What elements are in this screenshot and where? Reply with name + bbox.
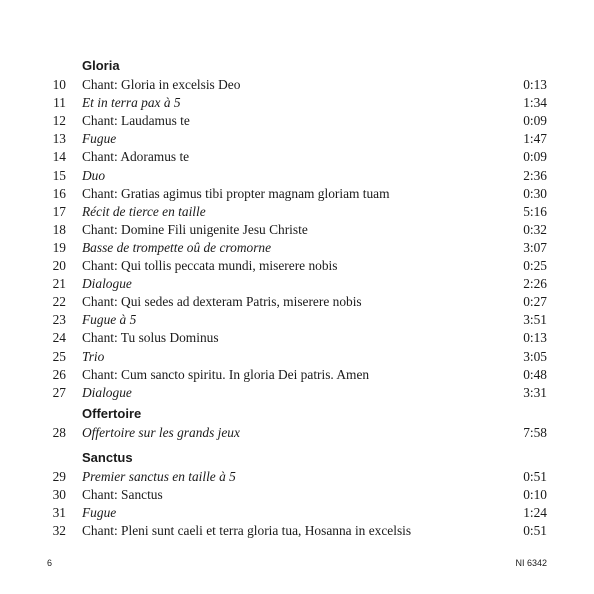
track-row (0, 148, 594, 166)
track-title: Chant: Gratias agimus tibi propter magnam gloriam tuam (82, 185, 390, 201)
track-title: Chant: Domine Fili unigenite Jesu Christe (82, 221, 308, 237)
track-duration: 3:05 (523, 348, 547, 364)
track-title: Chant: Sanctus (82, 487, 163, 503)
track-title: Chant: Pleni sunt caeli et terra gloria tua, Hosanna in excelsis (82, 523, 412, 539)
track-number: 15 (52, 167, 66, 183)
track-title: Offertoire sur les grands jeux (82, 425, 240, 440)
track-title: Chant: Tu solus Dominus (82, 330, 219, 346)
track-duration: 0:51 (523, 469, 547, 484)
track-number: 14 (52, 149, 66, 165)
track-duration: 0:10 (523, 487, 547, 503)
page-number: 6 (47, 558, 53, 568)
track-row (0, 293, 594, 311)
track-number: 32 (52, 523, 66, 539)
track-number: 18 (52, 221, 66, 237)
track-duration: 1:34 (523, 95, 547, 111)
track-number: 24 (52, 330, 66, 346)
track-row (0, 311, 594, 329)
track-row (0, 94, 594, 112)
track-row (0, 112, 594, 130)
track-number: 29 (52, 469, 66, 484)
track-row (0, 348, 594, 366)
track-row (0, 257, 594, 275)
track-row (0, 185, 594, 203)
track-title: Chant: Laudamus te (82, 113, 190, 129)
track-duration: 0:13 (523, 77, 547, 92)
track-title: Chant: Qui tollis peccata mundi, miserere nobis (82, 258, 338, 273)
track-row (0, 221, 594, 239)
track-duration: 0:51 (523, 523, 547, 539)
track-title: Premier sanctus en taille à 5 (82, 469, 236, 484)
track-number: 25 (52, 348, 66, 364)
track-number: 31 (52, 505, 66, 521)
track-duration: 7:58 (523, 425, 547, 440)
track-row (0, 384, 594, 402)
track-row (0, 167, 594, 185)
track-duration: 0:09 (523, 113, 547, 129)
track-duration: 1:47 (523, 131, 547, 147)
track-row (0, 522, 594, 540)
track-title: Basse de trompette oû de cromorne (82, 239, 272, 255)
track-number: 11 (53, 95, 66, 111)
track-number: 19 (52, 239, 66, 255)
track-duration: 3:51 (523, 312, 547, 328)
track-duration: 0:27 (523, 294, 547, 310)
track-duration: 0:30 (523, 185, 547, 201)
track-duration: 0:25 (523, 258, 547, 273)
track-title: Fugue (82, 505, 117, 521)
track-number: 16 (52, 185, 66, 201)
track-title: Chant: Gloria in excelsis Deo (82, 77, 241, 92)
track-row (0, 275, 594, 293)
track-duration: 2:36 (523, 167, 547, 183)
track-title: Récit de tierce en taille (82, 203, 206, 219)
track-title: Duo (82, 167, 106, 183)
track-row (0, 130, 594, 148)
track-number: 22 (52, 294, 66, 310)
track-title: Chant: Cum sancto spiritu. In gloria Dei patris. Amen (82, 366, 370, 382)
track-number: 28 (52, 425, 66, 440)
track-number: 12 (52, 113, 66, 129)
track-duration: 3:31 (523, 384, 547, 400)
track-title: Chant: Qui sedes ad dexteram Patris, miserere nobis (82, 294, 362, 310)
track-number: 20 (52, 258, 66, 273)
track-row (0, 239, 594, 257)
section-title: Sanctus (82, 450, 133, 465)
catalog-number: NI 6342 (515, 558, 547, 568)
track-title: Et in terra pax à 5 (82, 95, 181, 111)
track-title: Dialogue (82, 276, 132, 292)
track-title: Chant: Adoramus te (82, 149, 190, 165)
track-number: 10 (52, 77, 66, 92)
track-number: 23 (52, 312, 66, 328)
track-duration: 0:09 (523, 149, 547, 165)
track-title: Dialogue (82, 384, 132, 400)
section-title: Offertoire (82, 406, 142, 421)
track-title: Trio (82, 348, 105, 364)
track-number: 27 (52, 384, 66, 400)
section-title: Gloria (82, 58, 120, 73)
track-row (0, 486, 594, 504)
track-row (0, 203, 594, 221)
track-title: Fugue (82, 131, 117, 147)
track-row (0, 468, 594, 486)
track-duration: 0:13 (523, 330, 547, 346)
track-duration: 3:07 (523, 239, 547, 255)
track-row (0, 329, 594, 347)
track-number: 26 (52, 366, 66, 382)
track-duration: 2:26 (523, 276, 547, 292)
track-duration: 0:48 (523, 366, 547, 382)
track-duration: 1:24 (523, 505, 547, 521)
track-row (0, 76, 594, 94)
track-number: 17 (52, 203, 66, 219)
track-duration: 5:16 (523, 203, 547, 219)
track-row (0, 424, 594, 442)
track-title: Fugue à 5 (82, 312, 137, 328)
track-number: 30 (52, 487, 66, 503)
track-number: 13 (52, 131, 66, 147)
track-duration: 0:32 (523, 221, 547, 237)
track-row (0, 366, 594, 384)
track-number: 21 (52, 276, 66, 292)
track-row (0, 504, 594, 522)
